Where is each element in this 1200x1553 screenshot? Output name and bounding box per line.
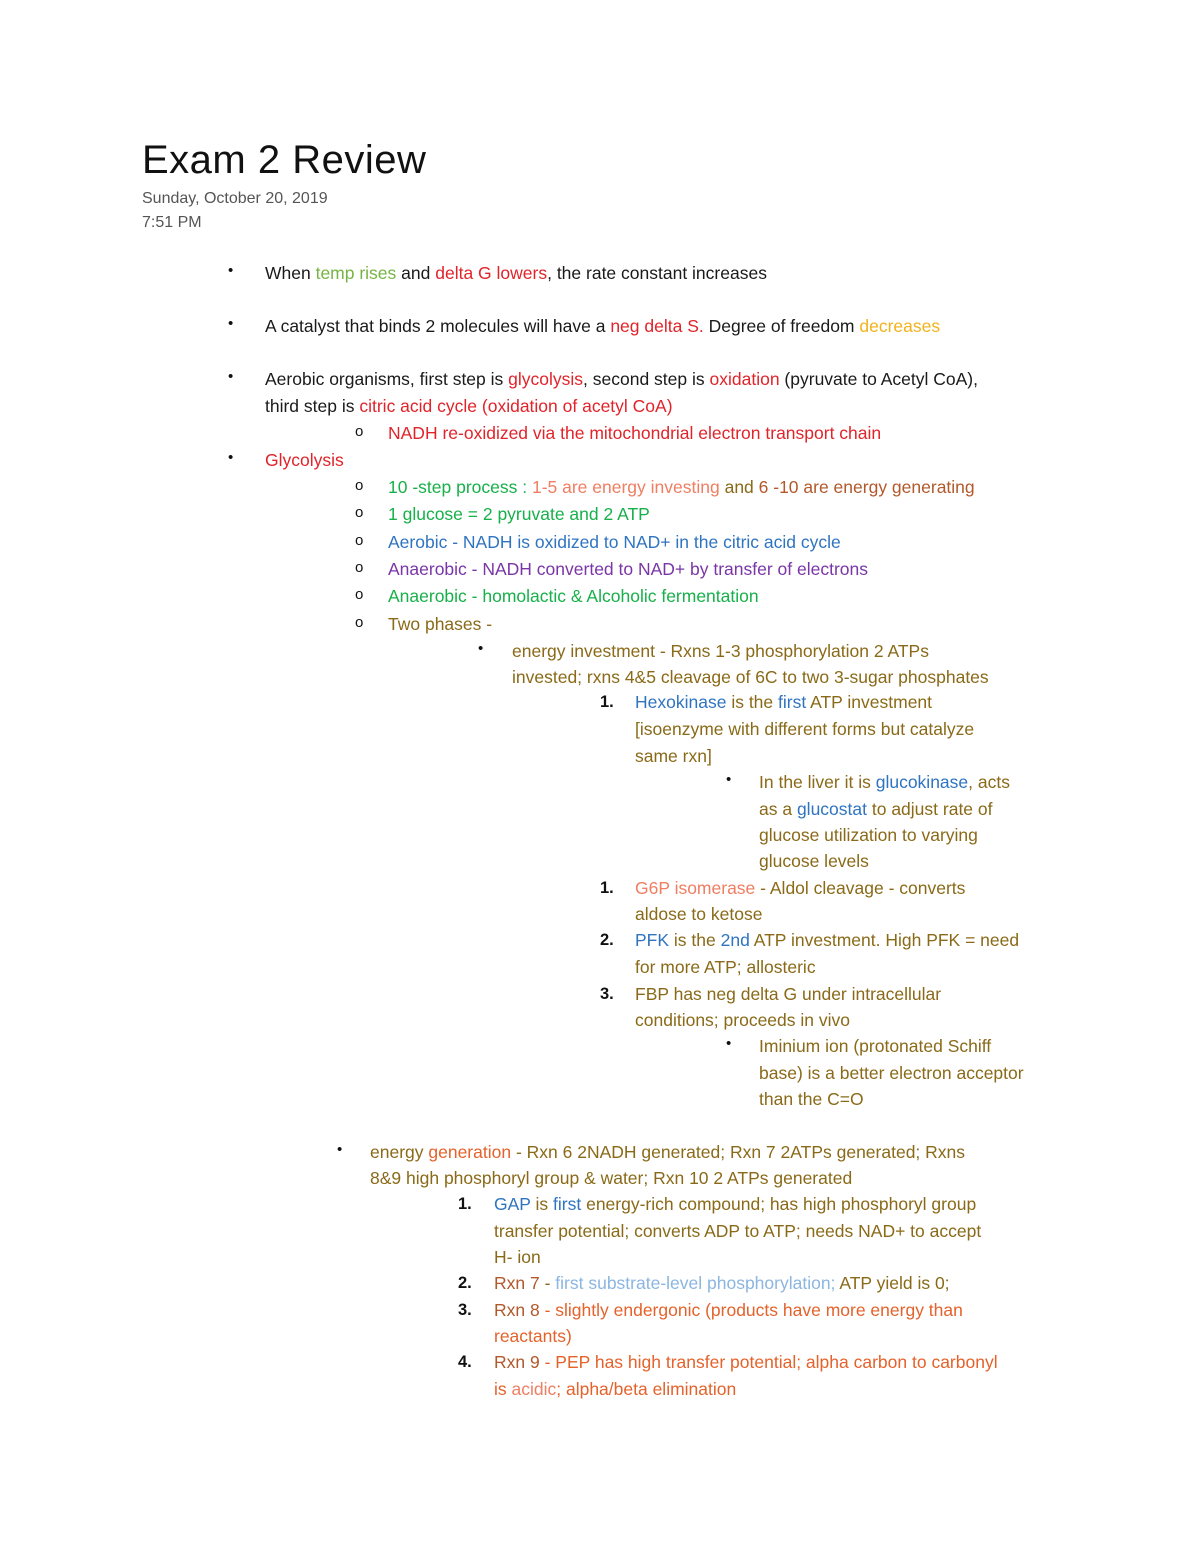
note-line: 10 -step process : 1-5 are energy investing and 6 -10 are energy generating xyxy=(388,477,975,497)
sub-bullet-marker: o xyxy=(355,559,364,576)
note-line: Hexokinase is the first ATP investment xyxy=(635,692,933,712)
note-line: for more ATP; allosteric xyxy=(635,957,816,977)
note-line: 8&9 high phosphoryl group & water; Rxn 10 2 ATPs generated xyxy=(370,1168,853,1188)
note-line: base) is a better electron acceptor xyxy=(759,1063,1024,1083)
note-line: Rxn 9 - PEP has high transfer potential; alpha carbon to carbonyl xyxy=(494,1352,998,1372)
note-line: as a glucostat to adjust rate of xyxy=(759,799,993,819)
note-line: Anaerobic - homolactic & Alcoholic fermentation xyxy=(388,586,759,606)
bullet-marker: • xyxy=(478,640,484,657)
note-line: glucose utilization to varying xyxy=(759,825,978,845)
number-marker: 1. xyxy=(458,1195,472,1213)
note-line: [isoenzyme with different forms but catalyze xyxy=(635,719,975,739)
number-marker: 1. xyxy=(600,879,614,897)
bullet-marker: • xyxy=(228,368,234,385)
note-line: than the C=O xyxy=(759,1089,864,1109)
note-line: Rxn 8 - slightly endergonic (products have more energy than xyxy=(494,1300,963,1320)
note-line: aldose to ketose xyxy=(635,904,763,924)
note-line: transfer potential; converts ADP to ATP; needs NAD+ to accept xyxy=(494,1221,982,1241)
note-line: GAP is first energy-rich compound; has high phosphoryl group xyxy=(494,1194,977,1214)
number-marker: 4. xyxy=(458,1353,472,1371)
sub-bullet-marker: o xyxy=(355,504,364,521)
bullet-marker: • xyxy=(337,1141,343,1158)
sub-bullet-marker: o xyxy=(355,477,364,494)
note-line: NADH re-oxidized via the mitochondrial electron transport chain xyxy=(388,423,882,443)
number-marker: 2. xyxy=(600,931,614,949)
note-line: Aerobic - NADH is oxidized to NAD+ in the citric acid cycle xyxy=(388,532,841,552)
note-line: A catalyst that binds 2 molecules will have a neg delta S. Degree of freedom decreases xyxy=(265,316,941,336)
note-line: conditions; proceeds in vivo xyxy=(635,1010,850,1030)
note-time: 7:51 PM xyxy=(142,214,202,231)
note-line: FBP has neg delta G under intracellular xyxy=(635,984,942,1004)
bullet-marker: • xyxy=(228,449,234,466)
note-line: H- ion xyxy=(494,1247,541,1267)
bullet-marker: • xyxy=(228,315,234,332)
sub-bullet-marker: o xyxy=(355,614,364,631)
note-line: glucose levels xyxy=(759,851,869,871)
note-line: energy generation - Rxn 6 2NADH generated; Rxn 7 2ATPs generated; Rxns xyxy=(370,1142,966,1162)
note-line: is acidic; alpha/beta elimination xyxy=(494,1379,737,1399)
note-line: Iminium ion (protonated Schiff xyxy=(759,1036,992,1056)
note-line: energy investment - Rxns 1-3 phosphorylation 2 ATPs xyxy=(512,641,929,661)
note-line: G6P isomerase - Aldol cleavage - converts xyxy=(635,878,966,898)
note-line: reactants) xyxy=(494,1326,572,1346)
sub-bullet-marker: o xyxy=(355,586,364,603)
sub-bullet-marker: o xyxy=(355,423,364,440)
note-line: When temp rises and delta G lowers, the rate constant increases xyxy=(265,263,767,283)
note-line: Aerobic organisms, first step is glycolysis, second step is oxidation (pyruvate to Acetyl CoA), xyxy=(265,369,978,389)
note-line: Two phases - xyxy=(388,614,493,634)
bullet-marker: • xyxy=(726,1035,732,1052)
bullet-marker: • xyxy=(726,771,732,788)
note-line: same rxn] xyxy=(635,746,712,766)
note-line: In the liver it is glucokinase, acts xyxy=(759,772,1010,792)
number-marker: 1. xyxy=(600,693,614,711)
note-date: Sunday, October 20, 2019 xyxy=(142,190,328,207)
number-marker: 3. xyxy=(600,985,614,1003)
page-title: Exam 2 Review xyxy=(142,138,427,182)
number-marker: 2. xyxy=(458,1274,472,1292)
bullet-marker: • xyxy=(228,262,234,279)
number-marker: 3. xyxy=(458,1301,472,1319)
note-line: PFK is the 2nd ATP investment. High PFK = need xyxy=(635,930,1020,950)
note-line: 1 glucose = 2 pyruvate and 2 ATP xyxy=(388,504,650,524)
sub-bullet-marker: o xyxy=(355,532,364,549)
note-line: Rxn 7 - first substrate-level phosphorylation; ATP yield is 0; xyxy=(494,1273,950,1293)
section-heading: Glycolysis xyxy=(265,450,344,470)
note-line: Anaerobic - NADH converted to NAD+ by transfer of electrons xyxy=(388,559,869,579)
note-line: third step is citric acid cycle (oxidation of acetyl CoA) xyxy=(265,396,673,416)
note-line: invested; rxns 4&5 cleavage of 6C to two 3-sugar phosphates xyxy=(512,667,989,687)
